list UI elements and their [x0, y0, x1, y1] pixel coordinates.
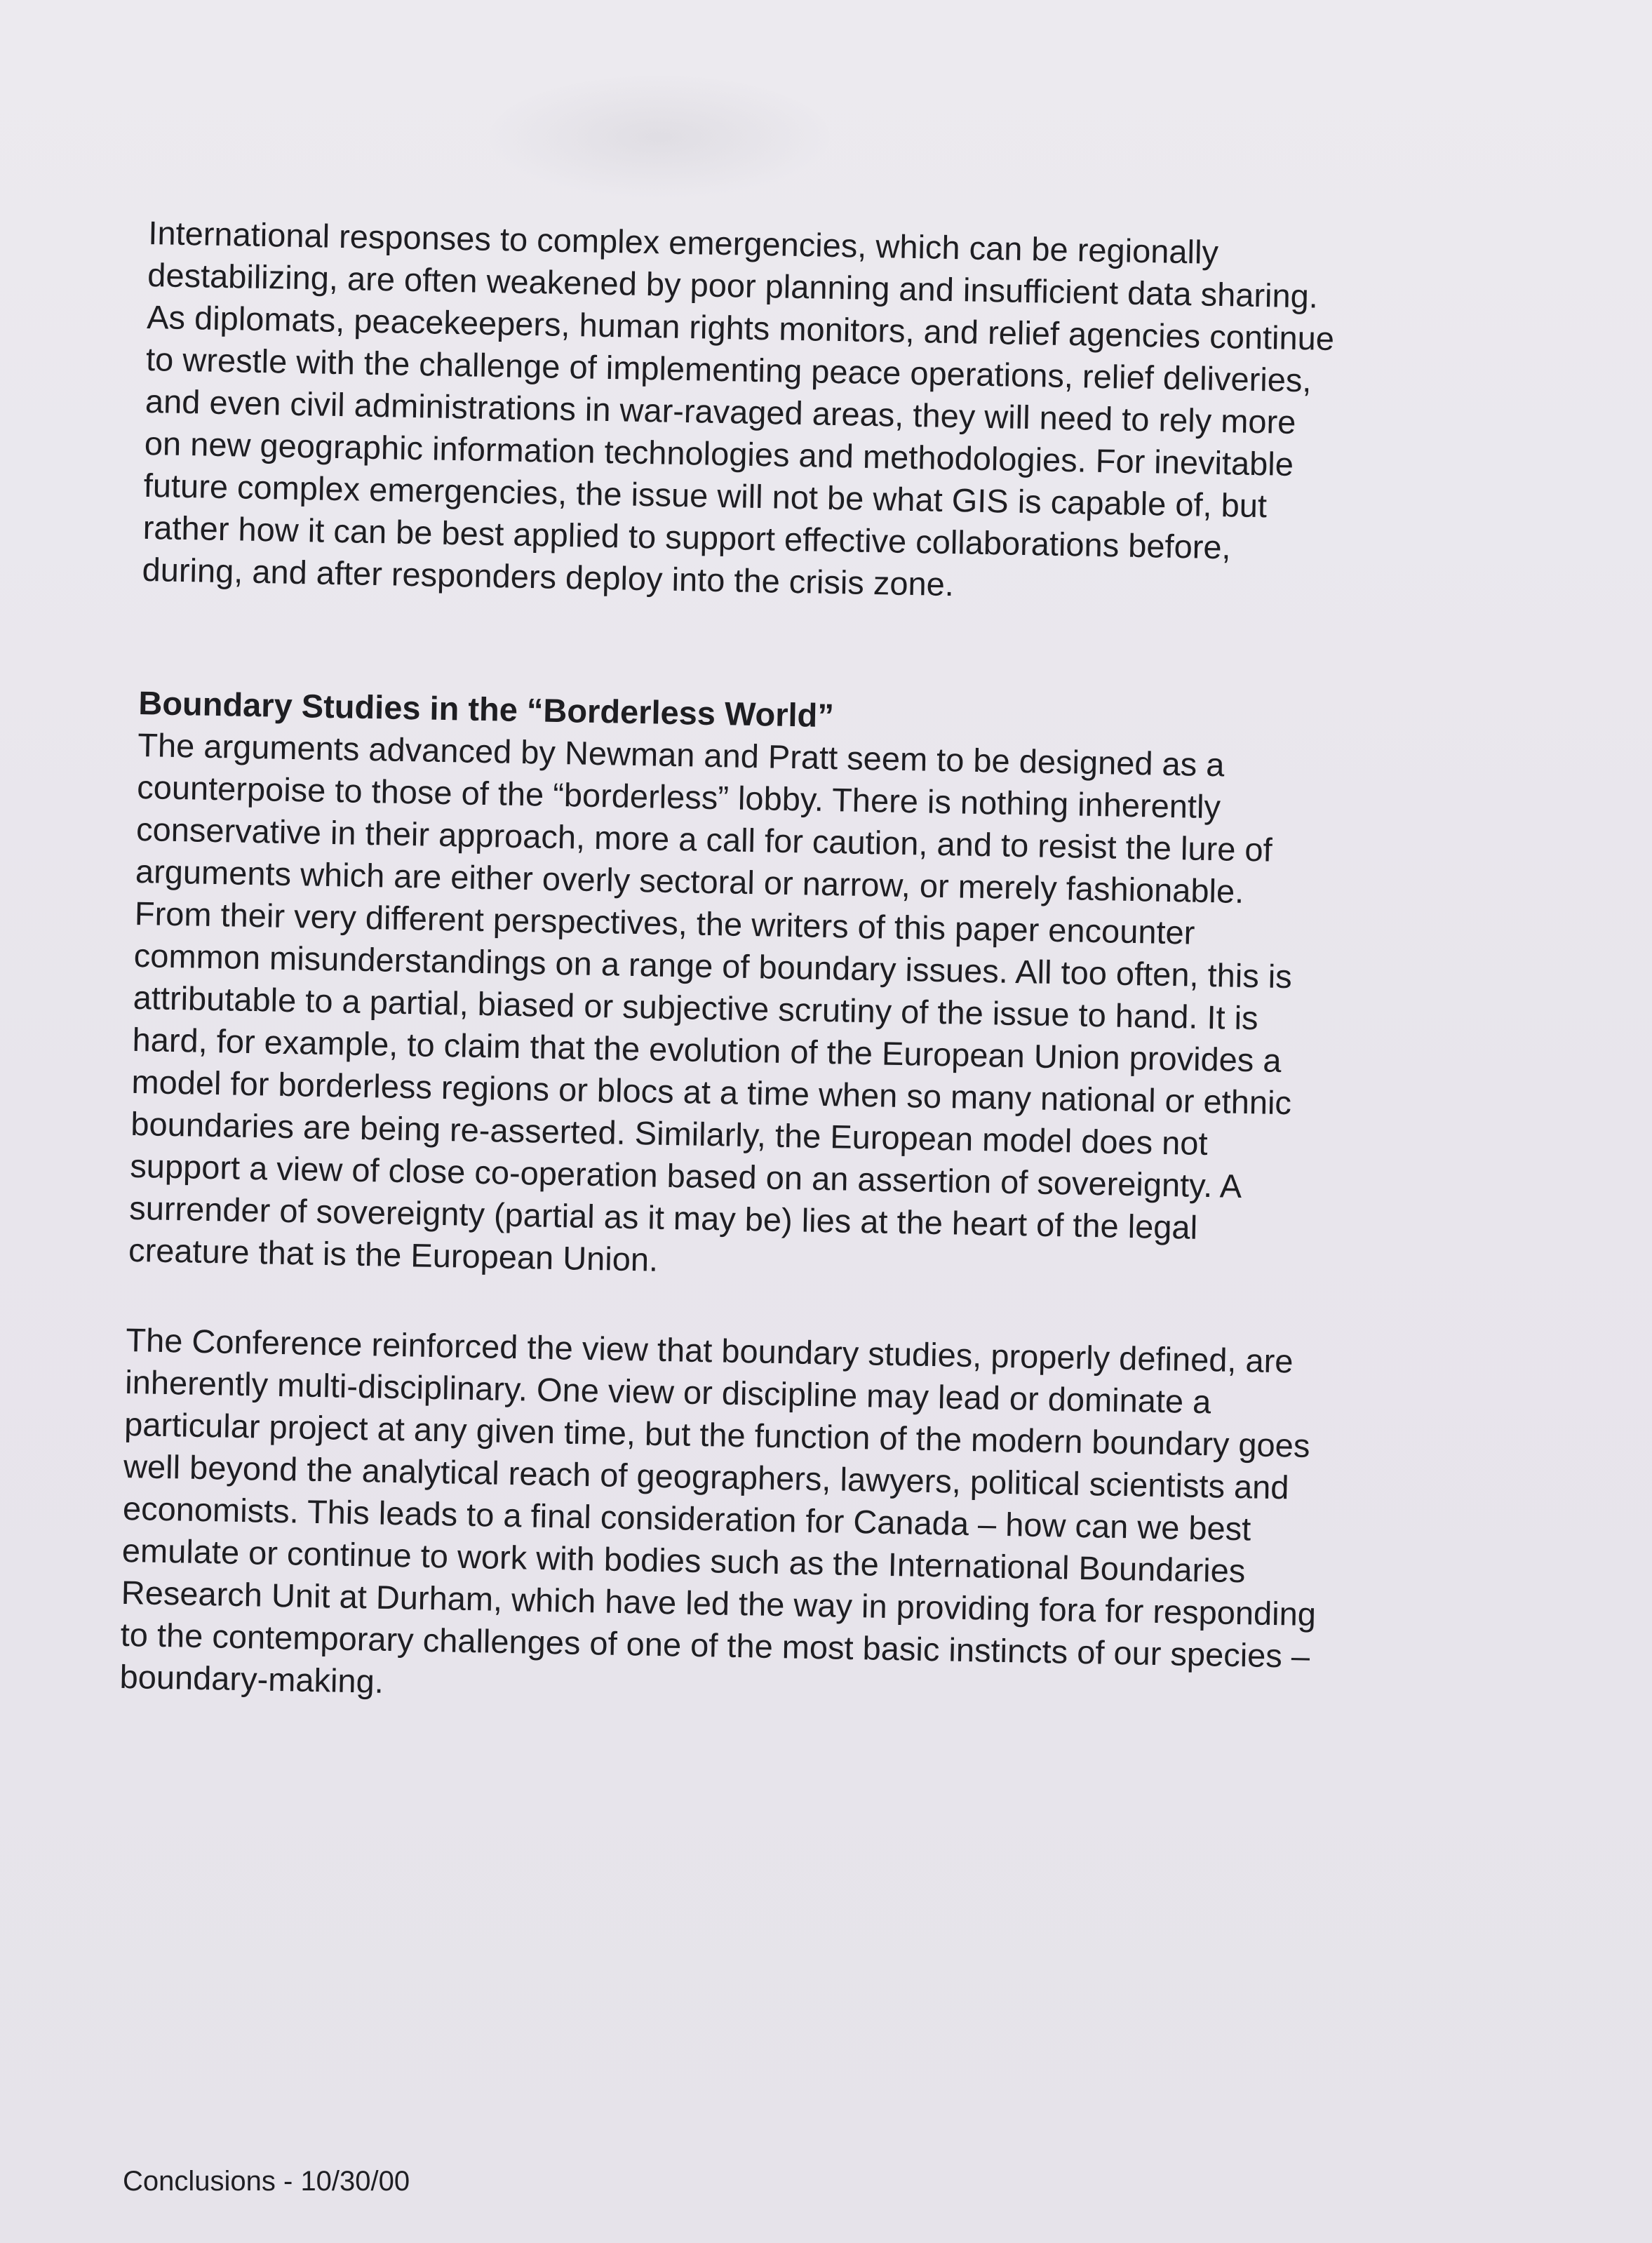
section-heading: Boundary Studies in the “Borderless World”: [137, 683, 835, 735]
conference-text-block: [119, 1319, 1431, 1722]
paragraph-conference: The Conference reinforced the view that boundary studies, properly defined, are inherently multi-disciplinary. One view or discipline may lead or dominate a particular project at any given time, but the function of the modern boundary goes well beyond the analytical reach of geographers, lawyers, political scientists and economists. This leads to a final consideration for Canada – how can we best emulate or continue to work with bodies such as the International Boundaries Research Unit at Durham, which have led the way in providing fora for responding to the contemporary challenges of one of the most basic instincts of our species – boundary-making.: [119, 1320, 1317, 1700]
paragraph-complex-emergencies: International responses to complex emergencies, which can be regionally destabilizing, are often weakened by poor planning and insufficient data sharing. As diplomats, peacekeepers, human rights monitors, and relief agencies continue to wrestle with the challenge of implementing peace operations, relief deliveries, and even civil administrations in war-ravaged areas, they will need to rely more on new geographic information technologies and methodologies. For inevitable future complex emergencies, the issue will not be what GIS is capable of, but rather how it can be best applied to support effective collaborations before, during, and after responders deploy into the crisis zone.: [142, 213, 1335, 603]
paragraph-newman-pratt: The arguments advanced by Newman and Pratt seem to be designed as a counterpoise to those of the “borderless” lobby. There is nothing inherently conservative in their approach, more a call for caution, and to resist the lure of arguments which are either overly sectoral or narrow, or merely fashionable. From their very different perspectives, the writers of this paper encounter common misunderstandings on a range of boundary issues. All too often, this is attributable to a partial, biased or subjective scrutiny of the issue to hand. It is hard, for example, to claim that the evolution of the European Union provides a model for borderless regions or blocs at a time when so many national or ethnic boundaries are being re-asserted. Similarly, the European model does not support a view of close co-operation based on an assertion of sovereignty. A surrender of sovereignty (partial as it may be) lies at the heart of the legal creature that is the European Union.: [128, 725, 1293, 1278]
bleed-through-smudge: [484, 74, 835, 200]
intro-text-block: [142, 212, 1439, 615]
page-footer: Conclusions - 10/30/00: [123, 2166, 410, 2197]
boundary-studies-section: [128, 682, 1430, 1295]
